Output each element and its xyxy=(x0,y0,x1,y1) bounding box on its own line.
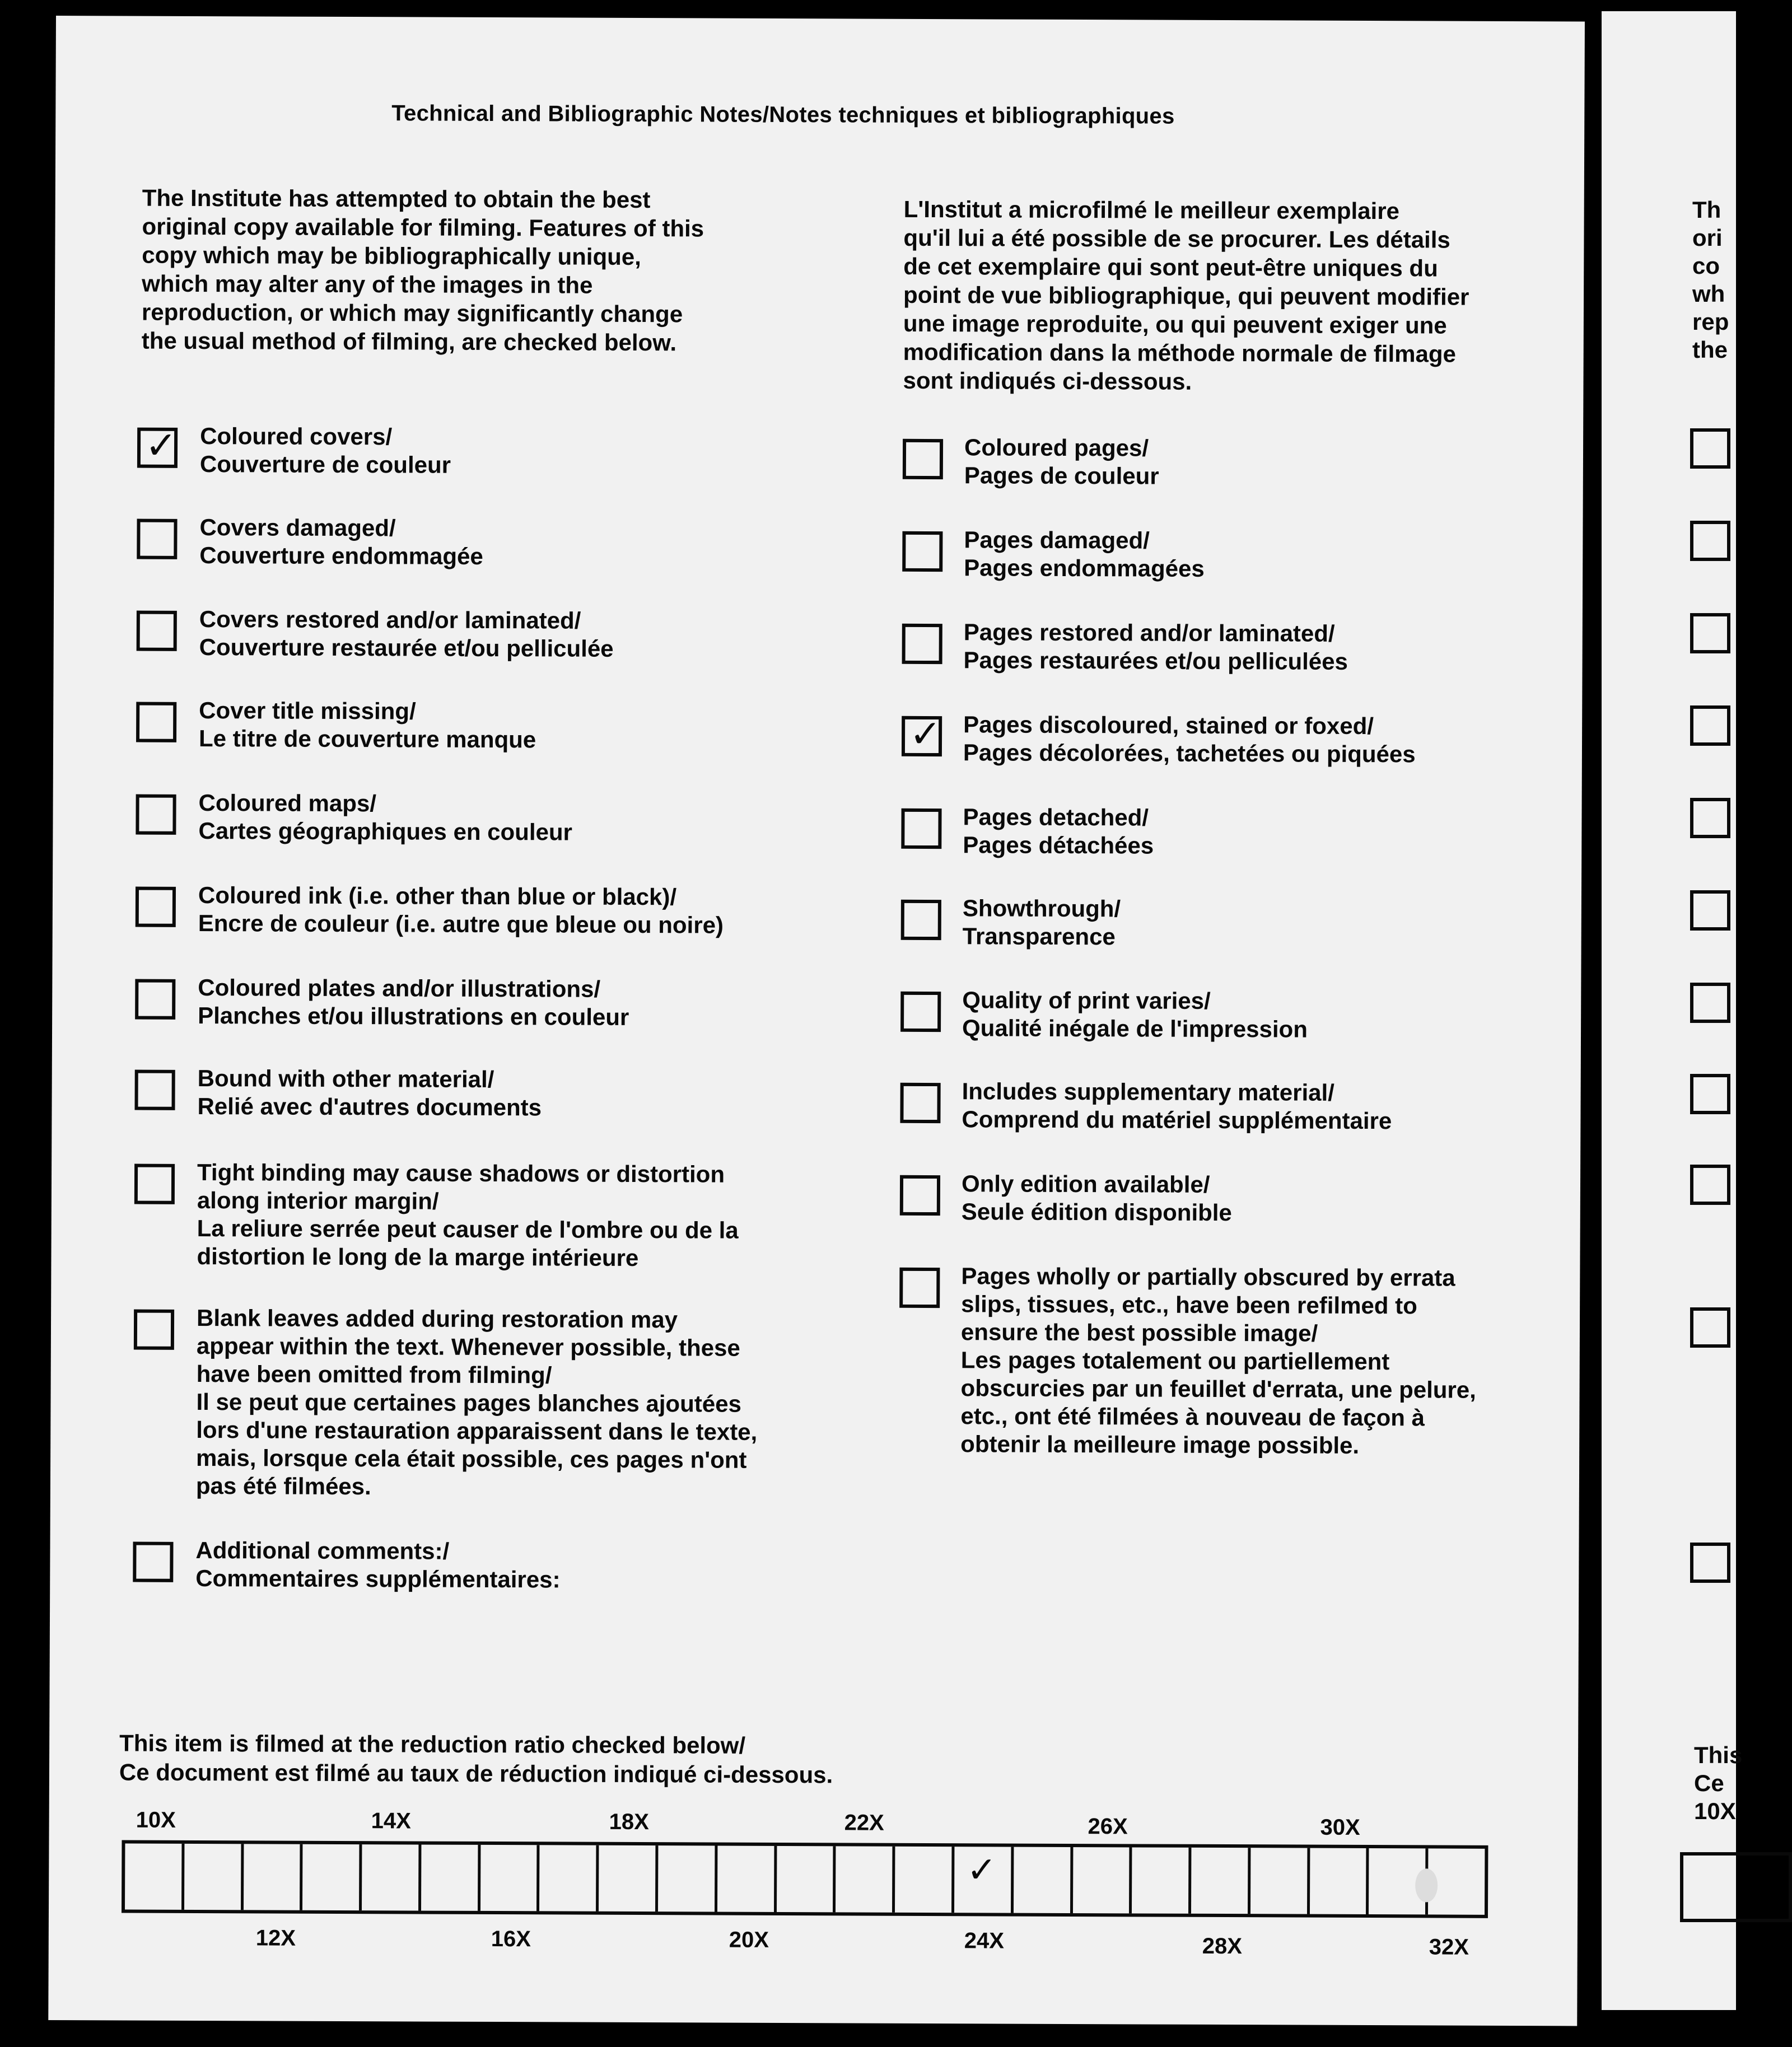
item-label: slips, tissues, etc., have been refilmed to xyxy=(961,1291,1417,1319)
intro-fr-line: modification dans la méthode normale de filmage xyxy=(903,338,1456,367)
ratio-label-bottom: 20X xyxy=(729,1927,769,1952)
scale-cell[interactable] xyxy=(658,1845,717,1912)
adjacent-checkbox xyxy=(1690,798,1730,838)
item-label: Pages restored and/or laminated/ xyxy=(963,619,1335,647)
intro-en-line: The Institute has attempted to obtain the best xyxy=(142,184,651,213)
checkbox[interactable] xyxy=(137,611,177,651)
ratio-label-top: 30X xyxy=(1320,1815,1360,1840)
item-label: Blank leaves added during restoration may xyxy=(196,1304,678,1333)
item-label: Coloured plates and/or illustrations/ xyxy=(198,974,601,1002)
checkbox[interactable] xyxy=(134,1070,175,1110)
intro-en-line: the usual method of filming, are checked below. xyxy=(141,327,677,356)
item-label: Planches et/ou illustrations en couleur xyxy=(198,1002,629,1030)
item-label: Pages wholly or partially obscured by errata xyxy=(961,1263,1455,1291)
reduction-scale xyxy=(122,1840,1488,1918)
checkbox[interactable] xyxy=(903,439,943,479)
checkbox[interactable] xyxy=(135,979,175,1020)
item-label: La reliure serrée peut causer de l'ombre ou de la xyxy=(197,1214,739,1244)
scale-cell[interactable] xyxy=(362,1844,421,1910)
item-label: Transparence xyxy=(962,923,1116,950)
scale-cell[interactable] xyxy=(1191,1848,1250,1914)
adjacent-fragment: wh xyxy=(1692,281,1725,307)
intro-en-line: original copy available for filming. Features of this xyxy=(142,213,704,242)
scale-cell[interactable] xyxy=(954,1847,1014,1913)
checkbox[interactable] xyxy=(900,1175,940,1216)
scale-cell[interactable] xyxy=(421,1845,480,1911)
checkbox[interactable] xyxy=(134,1164,175,1204)
item-label: lors d'une restauration apparaissent dans le texte, xyxy=(196,1416,758,1445)
checkbox[interactable] xyxy=(137,519,177,559)
item-label: Le titre de couverture manque xyxy=(198,725,536,753)
item-label: obscurcies par un feuillet d'errata, une pelure, xyxy=(960,1375,1476,1403)
item-label: Qualité inégale de l'impression xyxy=(962,1015,1308,1043)
item-label: Encre de couleur (i.e. autre que bleue ou noire) xyxy=(198,909,724,938)
item-label: Cover title missing/ xyxy=(199,697,416,725)
adjacent-checkbox xyxy=(1690,1543,1730,1583)
item-label: Pages de couleur xyxy=(964,462,1159,489)
item-label: Couverture de couleur xyxy=(199,450,451,478)
item-label: Relié avec d'autres documents xyxy=(197,1092,542,1121)
item-label: Covers damaged/ xyxy=(199,513,396,541)
ratio-label-bottom: 24X xyxy=(964,1928,1005,1953)
item-label: Quality of print varies/ xyxy=(962,987,1211,1014)
ratio-label-top: 14X xyxy=(371,1808,411,1834)
adjacent-checkbox xyxy=(1690,1165,1730,1205)
adjacent-fragment: Ce xyxy=(1694,1770,1724,1796)
adjacent-fragment: the xyxy=(1692,337,1728,363)
intro-en-line: copy which may be bibliographically unique, xyxy=(142,241,641,270)
reduction-line-fr: Ce document est filmé au taux de réduction indiqué ci-dessous. xyxy=(119,1759,833,1788)
item-label: Pages restaurées et/ou pelliculées xyxy=(963,647,1348,675)
ratio-label-top: 22X xyxy=(844,1810,884,1835)
item-label: Tight binding may cause shadows or distortion xyxy=(197,1158,725,1188)
checkbox[interactable] xyxy=(133,1542,173,1582)
item-label: Pages damaged/ xyxy=(964,526,1150,554)
adjacent-checkbox xyxy=(1690,1307,1730,1348)
adjacent-fragment: ori xyxy=(1692,225,1723,251)
scale-cell[interactable] xyxy=(836,1846,895,1912)
checkbox-checked[interactable] xyxy=(902,712,942,756)
checkbox[interactable] xyxy=(900,1083,940,1123)
ratio-label-bottom: 12X xyxy=(255,1926,296,1951)
scale-cell[interactable] xyxy=(717,1846,777,1912)
scale-cell[interactable] xyxy=(480,1845,540,1911)
item-label: Couverture endommagée xyxy=(199,541,483,569)
adjacent-scale xyxy=(1680,1852,1792,1922)
adjacent-page-fragment xyxy=(1602,11,1743,2010)
scale-cell[interactable] xyxy=(539,1845,599,1911)
adjacent-checkbox xyxy=(1690,890,1730,931)
scale-cell[interactable] xyxy=(244,1844,303,1910)
item-label: Pages discoloured, stained or foxed/ xyxy=(963,711,1374,740)
intro-fr-line: sont indiqués ci-dessous. xyxy=(903,367,1192,395)
scale-cell[interactable] xyxy=(599,1845,658,1912)
page-title: Technical and Bibliographic Notes/Notes techniques et bibliographiques xyxy=(391,101,1175,129)
item-label: Coloured maps/ xyxy=(198,789,377,817)
checkbox[interactable] xyxy=(901,808,941,849)
checkbox-checked[interactable] xyxy=(137,424,178,468)
adjacent-checkbox xyxy=(1690,705,1730,746)
document-page xyxy=(48,16,1585,2026)
ratio-label-bottom: 32X xyxy=(1429,1934,1469,1960)
ratio-label-top: 26X xyxy=(1088,1814,1128,1839)
item-label: Comprend du matériel supplémentaire xyxy=(962,1106,1392,1134)
item-label: Pages décolorées, tachetées ou piquées xyxy=(963,739,1416,768)
item-label: Coloured covers/ xyxy=(200,422,393,450)
item-label: Coloured ink (i.e. other than blue or black)/ xyxy=(198,881,677,910)
item-label: ensure the best possible image/ xyxy=(960,1319,1318,1347)
item-label: pas été filmées. xyxy=(195,1472,371,1500)
checkmark-icon: ✓ xyxy=(909,712,942,756)
ratio-label-top: 18X xyxy=(609,1809,649,1835)
scale-cell[interactable] xyxy=(777,1846,836,1912)
item-label: Only edition available/ xyxy=(961,1170,1210,1198)
item-label: Showthrough/ xyxy=(962,895,1121,922)
checkbox[interactable] xyxy=(901,900,941,940)
item-label: Cartes géographiques en couleur xyxy=(198,817,572,845)
item-label: appear within the text. Whenever possible, these xyxy=(196,1332,740,1361)
intro-fr-line: qu'il lui a été possible de se procurer. Les détails xyxy=(903,224,1450,253)
item-label: Pages detached/ xyxy=(963,803,1149,831)
adjacent-fragment: Th xyxy=(1692,197,1721,223)
intro-fr-line: point de vue bibliographique, qui peuvent modifier xyxy=(903,281,1469,310)
checkbox[interactable] xyxy=(899,1268,940,1308)
checkbox[interactable] xyxy=(902,531,942,572)
intro-fr-line: de cet exemplaire qui sont peut-être uniques du xyxy=(903,253,1438,282)
checkbox[interactable] xyxy=(900,992,941,1032)
scan-smudge xyxy=(1415,1868,1438,1902)
scale-cell[interactable] xyxy=(1132,1847,1191,1913)
checkmark-icon: ✓ xyxy=(967,1849,997,1890)
item-label: mais, lorsque cela était possible, ces pages n'ont xyxy=(196,1444,747,1473)
scale-cell[interactable] xyxy=(1250,1848,1310,1914)
item-label: Les pages totalement ou partiellement xyxy=(960,1347,1390,1375)
adjacent-checkbox xyxy=(1690,983,1730,1023)
ratio-label-bottom: 28X xyxy=(1202,1933,1243,1959)
item-label: distortion le long de la marge intérieure xyxy=(197,1242,639,1272)
adjacent-checkbox xyxy=(1690,428,1730,469)
adjacent-fragment: rep xyxy=(1692,309,1729,335)
checkbox[interactable] xyxy=(136,795,176,835)
scale-cell[interactable] xyxy=(302,1844,362,1910)
intro-en-line: reproduction, or which may significantly change xyxy=(141,298,683,328)
adjacent-fragment: This xyxy=(1694,1742,1743,1768)
item-label: along interior margin/ xyxy=(197,1186,439,1214)
adjacent-fragment: co xyxy=(1692,253,1720,279)
item-label: have been omitted from filming/ xyxy=(196,1360,552,1389)
item-label: Coloured pages/ xyxy=(964,434,1149,461)
item-label: Pages détachées xyxy=(963,831,1154,859)
ratio-label-top: 10X xyxy=(136,1807,176,1833)
intro-fr-line: L'Institut a microfilmé le meilleur exemplaire xyxy=(903,195,1400,225)
item-label: Seule édition disponible xyxy=(961,1198,1232,1226)
checkbox[interactable] xyxy=(902,624,942,664)
item-label: Commentaires supplémentaires: xyxy=(195,1564,561,1593)
reduction-line-en: This item is filmed at the reduction ratio checked below/ xyxy=(119,1730,746,1759)
checkbox[interactable] xyxy=(136,702,176,742)
scale-cell[interactable] xyxy=(125,1843,184,1909)
item-label: Additional comments:/ xyxy=(195,1536,450,1564)
intro-fr-line: une image reproduite, ou qui peuvent exiger une xyxy=(903,310,1447,339)
checkbox[interactable] xyxy=(134,1310,174,1350)
scale-cell[interactable] xyxy=(895,1847,954,1913)
ratio-label-bottom: 16X xyxy=(491,1927,531,1952)
item-label: Bound with other material/ xyxy=(197,1064,494,1093)
adjacent-checkbox xyxy=(1690,521,1730,561)
item-label: Covers restored and/or laminated/ xyxy=(199,605,581,634)
item-label: obtenir la meilleure image possible. xyxy=(960,1431,1360,1459)
item-label: Includes supplementary material/ xyxy=(962,1078,1334,1106)
item-label: etc., ont été filmées à nouveau de façon à xyxy=(960,1403,1425,1431)
adjacent-fragment: 10X xyxy=(1694,1798,1736,1824)
checkbox[interactable] xyxy=(136,887,176,927)
item-label: Il se peut que certaines pages blanches ajoutées xyxy=(196,1388,741,1417)
adjacent-checkbox xyxy=(1690,1074,1730,1114)
checkmark-icon: ✓ xyxy=(144,424,178,467)
adjacent-checkbox xyxy=(1690,613,1730,653)
intro-en-line: which may alter any of the images in the xyxy=(142,270,593,298)
scale-cell[interactable] xyxy=(1014,1847,1073,1913)
scale-cell[interactable] xyxy=(184,1844,244,1910)
scale-cell[interactable] xyxy=(1073,1847,1132,1913)
item-label: Pages endommagées xyxy=(964,554,1205,582)
scale-cell[interactable] xyxy=(1310,1848,1369,1914)
item-label: Couverture restaurée et/ou pelliculée xyxy=(199,633,614,662)
